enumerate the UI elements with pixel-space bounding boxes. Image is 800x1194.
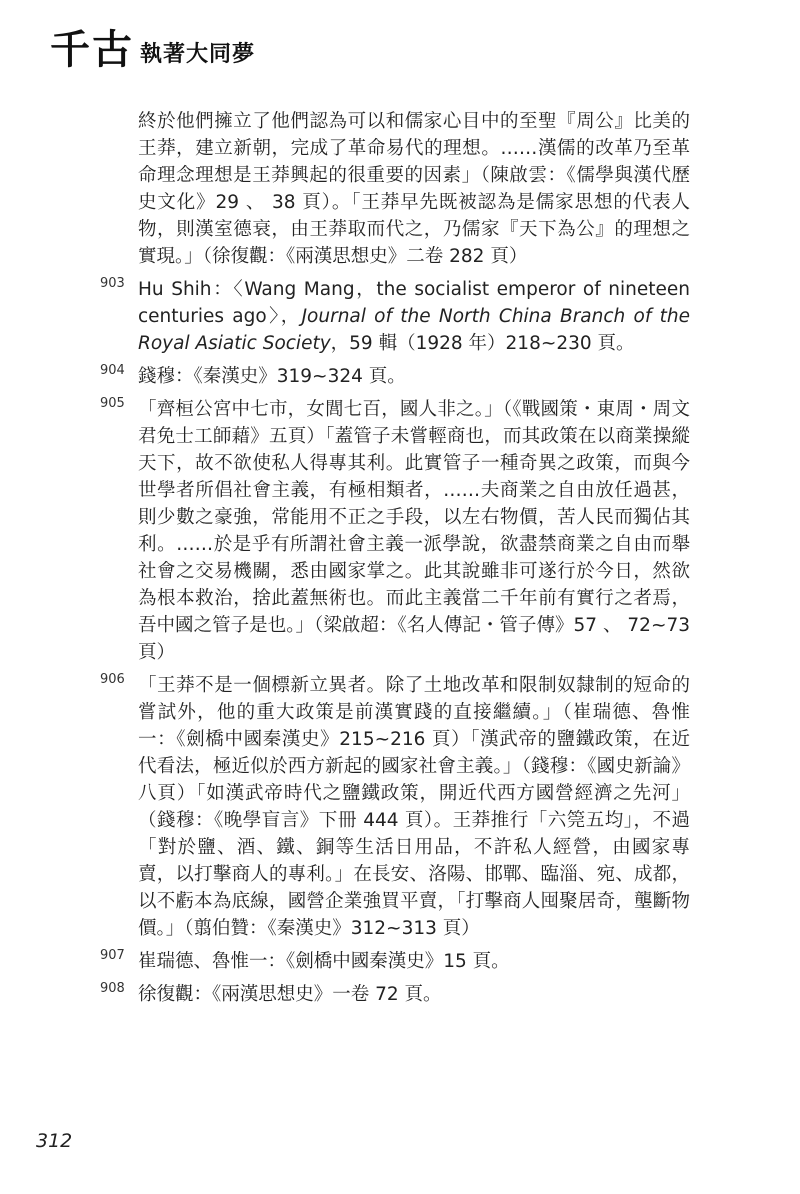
footnote-903	[100, 276, 690, 357]
footnote-number: 908	[100, 981, 125, 996]
footnote-906	[100, 672, 690, 942]
footnotes	[100, 108, 690, 1014]
running-header	[50, 26, 256, 73]
footnote-number: 903	[100, 276, 125, 291]
footnote-text: 崔瑞德、魯惟一：《劍橋中國秦漢史》15 頁。	[138, 951, 510, 972]
footnote-text: 終於他們擁立了他們認為可以和儒家心目中的至聖『周公』比美的王莽，建立新朝，完成了革命易代的理想。……漢儒的改革乃至革命理念理想是王莽興起的很重要的因素」（陳啟雲：《儒學與漢代歷史文化》29 、 38 頁）。「王莽早先既被認為是儒家思想的代表人物，則漢室德衰，由王莽取而代之，乃儒家『天下為公』的理想之實現。」（徐復觀：《兩漢思想史》二卷 282 頁）	[138, 111, 690, 267]
citation-author-title: Hu Shih：〈Wang Mang，the socialist emperor of nineteen centuries ago〉，	[138, 279, 690, 327]
page-number: 312	[36, 1130, 73, 1152]
journal-name: Journal of the North China Branch of the Royal Asiatic Society	[138, 306, 690, 354]
footnote-907	[100, 948, 690, 975]
footnote-text: 徐復觀：《兩漢思想史》一卷 72 頁。	[138, 984, 442, 1005]
footnote-number: 904	[100, 363, 125, 378]
footnote-text: 錢穆：《秦漢史》319~324 頁。	[138, 366, 406, 387]
footnote-908	[100, 981, 690, 1008]
book-title-main: 千古	[50, 26, 134, 73]
footnote-text: 「王莽不是一個標新立異者。除了土地改革和限制奴隸制的短命的嘗試外，他的重大政策是前漢實踐的直接繼續。」（崔瑞德、魯惟一：《劍橋中國秦漢史》215~216 頁）「漢武帝的鹽鐵政策，在近代看法，極近似於西方新起的國家社會主義。」（錢穆：《國史新論》八頁）「如漢武帝時代之鹽鐵政策，開近代西方國營經濟之先河」（錢穆：《晚學盲言》下冊 444 頁）。王莽推行「六筦五均」，不過「對於鹽、酒、鐵、銅等生活日用品，不許私人經營，由國家專賣，以打擊商人的專利。」在長安、洛陽、邯鄲、臨淄、宛、成都，以不虧本為底線，國營企業強買平賣，「打擊商人囤聚居奇，壟斷物價。」（翦伯贊：《秦漢史》312~313 頁）	[138, 675, 690, 939]
footnote-905	[100, 396, 690, 666]
footnote-number: 907	[100, 948, 125, 963]
book-title-sub: 執著大同夢	[140, 41, 256, 67]
footnote-text	[138, 276, 690, 357]
footnote-number: 906	[100, 672, 125, 687]
footnote-number: 905	[100, 396, 125, 411]
footnote-904	[100, 363, 690, 390]
footnote-continued	[100, 108, 690, 270]
citation-details: ，59 輯（1928 年）218~230 頁。	[330, 333, 635, 354]
footnote-text: 「齊桓公宮中七市，女閭七百，國人非之。」（《戰國策・東周・周文君免士工師藉》五頁）「蓋管子未嘗輕商也，而其政策在以商業操縱天下，故不欲使私人得專其利。此實管子一種奇異之政策，而與今世學者所倡社會主義，有極相類者，……夫商業之自由放任過甚，則少數之豪強，常能用不正之手段，以左右物價，苦人民而獨佔其利。……於是乎有所謂社會主義一派學說，欲盡禁商業之自由而舉社會之交易機關，悉由國家掌之。此其說雖非可遂行於今日，然欲為根本救治，捨此蓋無術也。而此主義當二千年前有實行之者焉，吾中國之管子是也。」（梁啟超：《名人傳記・管子傳》57 、 72~73 頁）	[138, 399, 690, 663]
